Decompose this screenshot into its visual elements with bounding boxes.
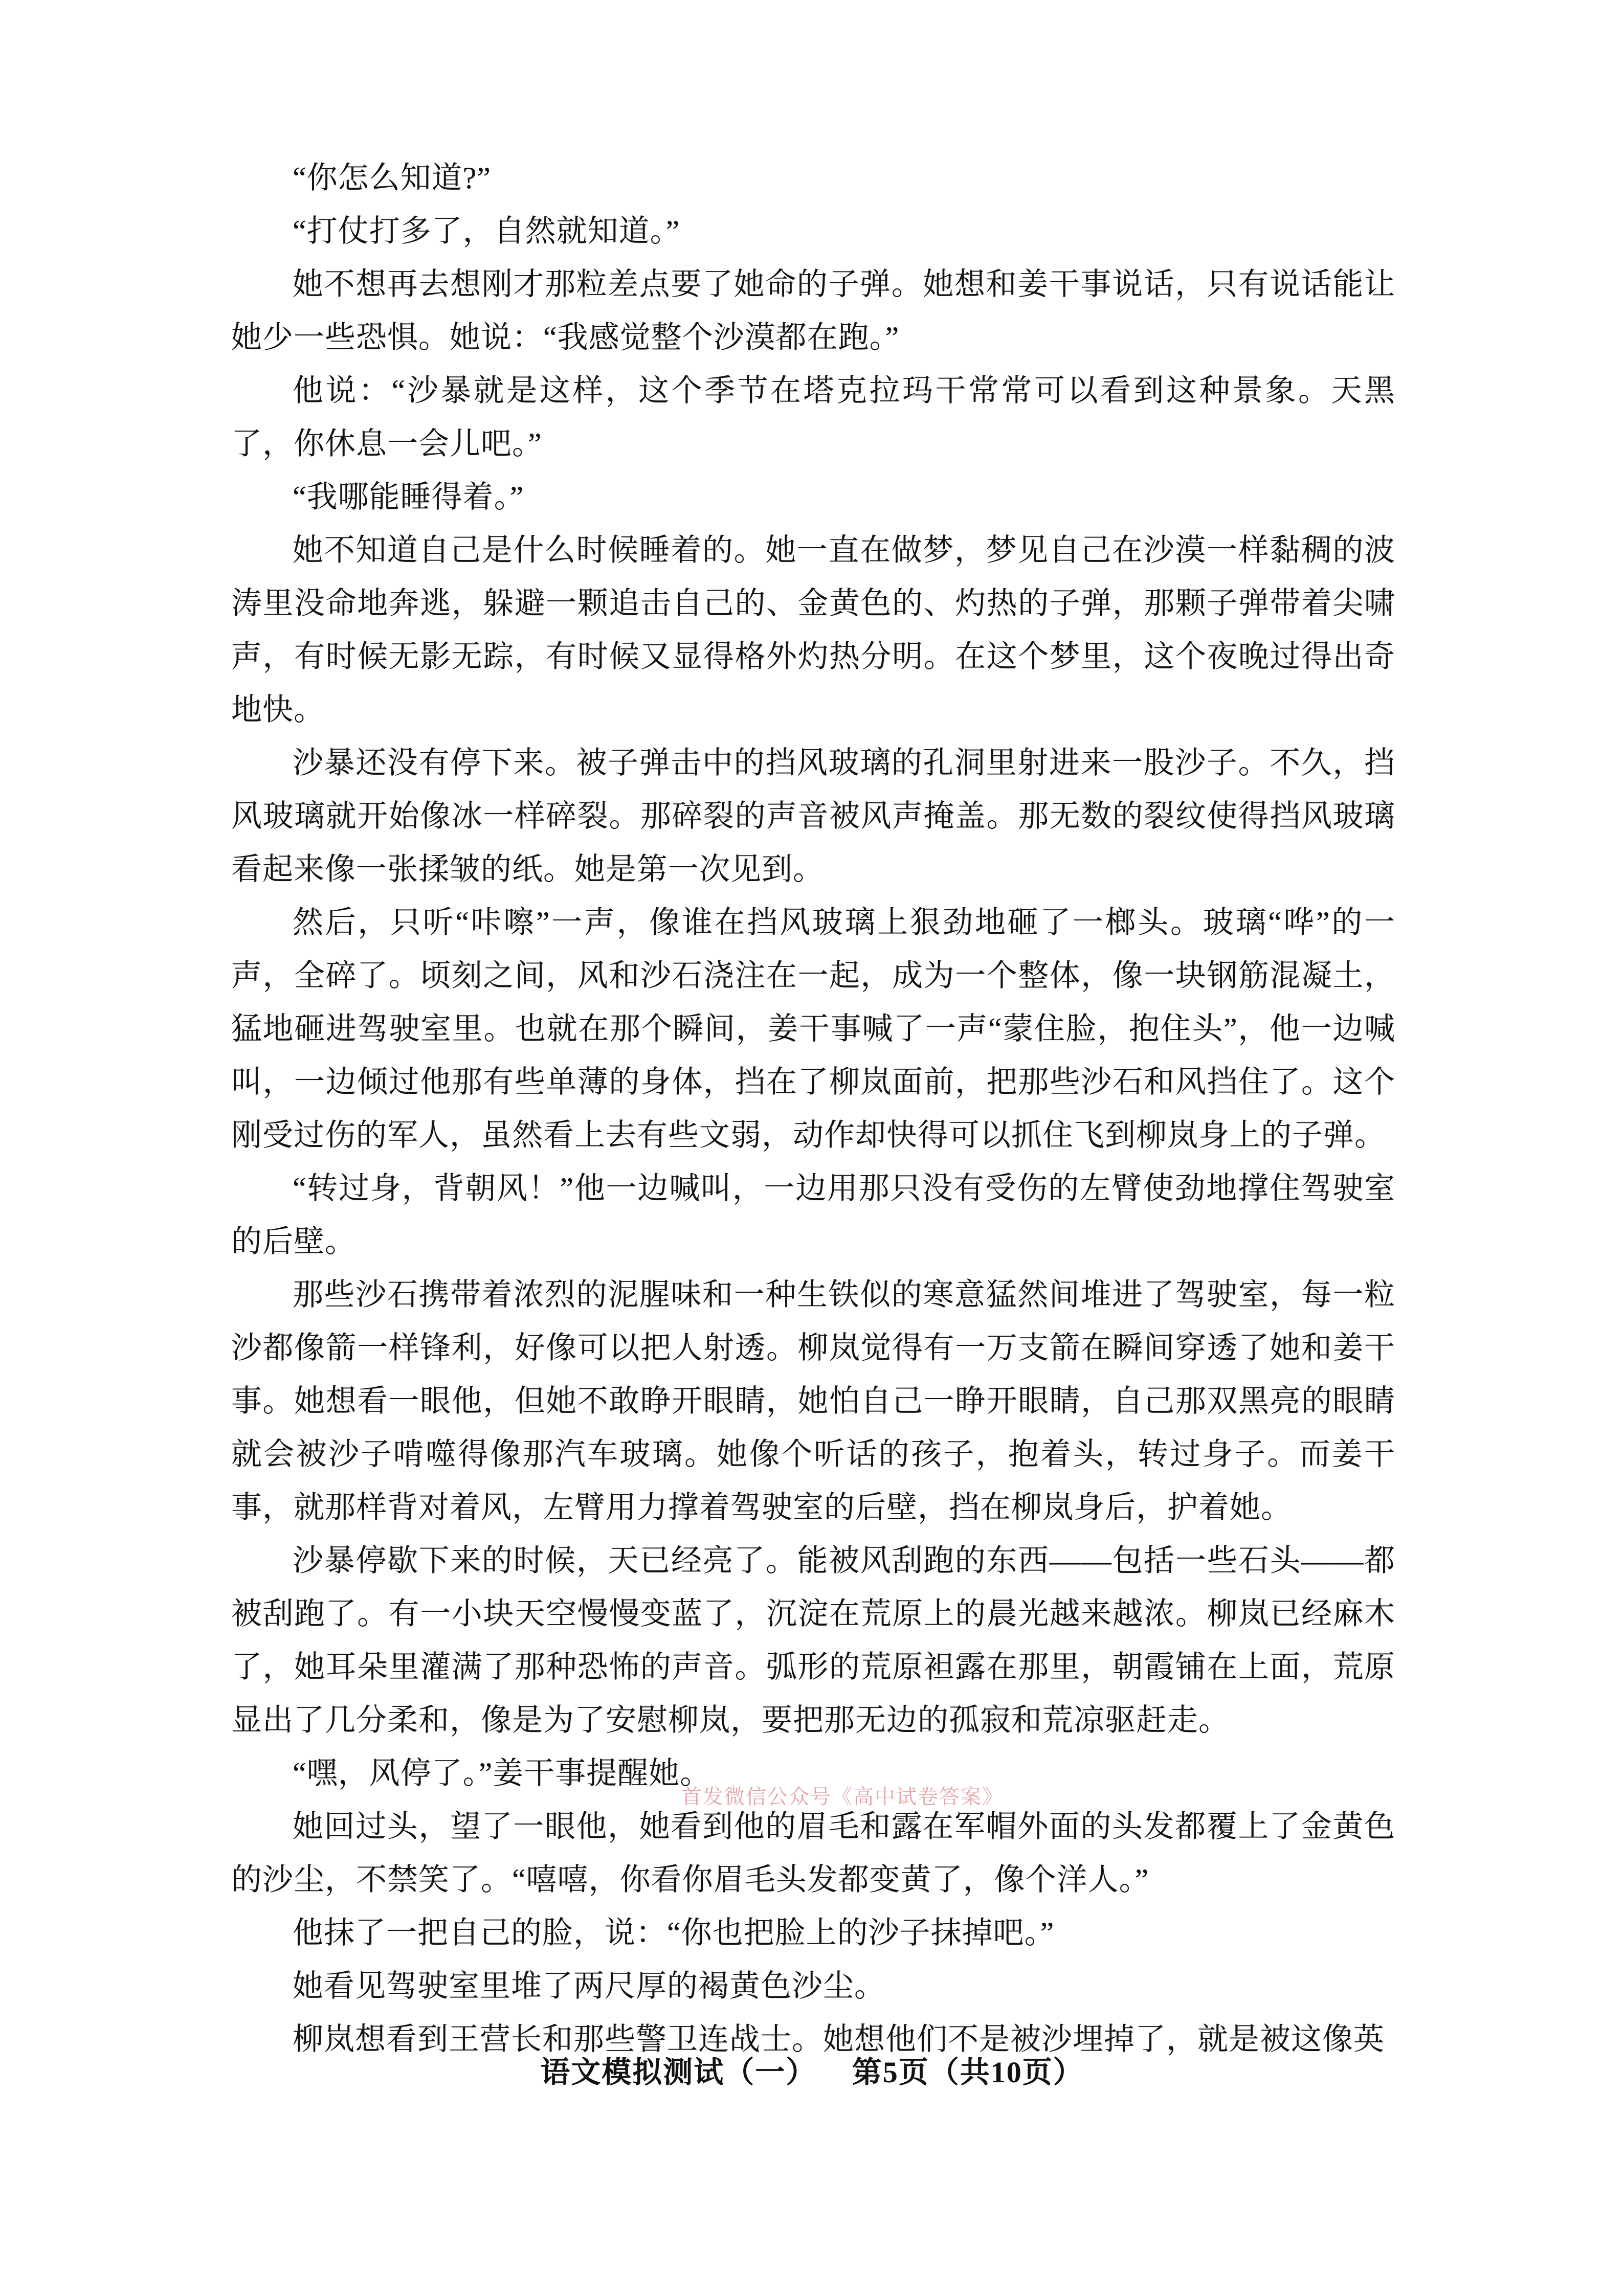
story-paragraph: 然后，只听“咔嚓”一声，像谁在挡风玻璃上狠劲地砸了一榔头。玻璃“哗”的一声，全碎了。顷刻之间，风和沙石浇注在一起，成为一个整体，像一块钢筋混凝土，猛地砸进驾驶室里。也就在那个瞬间，姜干事喊了一声“蒙住脸，抱住头”，他一边喊叫，一边倾过他那有些单薄的身体，挡在了柳岚面前，把那些沙石和风挡住了。这个刚受过伤的军人，虽然看上去有些文弱，动作却快得可以抓住飞到柳岚身上的子弹。 [231, 906, 1395, 1152]
story-paragraph: “转过身，背朝风！”他一边喊叫，一边用那只没有受伤的左臂使劲地撑住驾驶室的后壁。 [231, 1172, 1395, 1258]
story-paragraph: 他抹了一把自己的脸，说：“你也把脸上的沙子抹掉吧。” [293, 1916, 1055, 1950]
story-paragraph: “打仗打多了，自然就知道。” [293, 214, 680, 248]
footer-page-indicator: 第5页（共10页） [852, 2056, 1084, 2089]
story-paragraph: 她不知道自己是什么时候睡着的。她一直在做梦，梦见自己在沙漠一样黏稠的波涛里没命地奔逃，躲避一颗追击自己的、金黄色的、灼热的子弹，那颗子弹带着尖啸声，有时候无影无踪，有时候又显得格外灼热分明。在这个梦里，这个夜晚过得出奇地快。 [231, 533, 1395, 727]
story-paragraph: 她不想再去想刚才那粒差点要了她命的子弹。她想和姜干事说话，只有说话能让她少一些恐惧。她说：“我感觉整个沙漠都在跑。” [231, 267, 1395, 354]
story-paragraph: “嘿，风停了。”姜干事提醒她。 [293, 1757, 711, 1790]
red-watermark-text: 首发微信公众号《高中试卷答案》 [681, 1785, 1004, 1808]
story-paragraph: 她回过头，望了一眼他，她看到他的眉毛和露在军帽外面的头发都覆上了金黄色的沙尘，不禁笑了。“嘻嘻，你看你眉毛头发都变黄了，像个洋人。” [231, 1810, 1395, 1897]
page-footer [0, 2048, 1624, 2091]
story-paragraph: 那些沙石携带着浓烈的泥腥味和一种生铁似的寒意猛然间堆进了驾驶室，每一粒沙都像箭一样锋利，好像可以把人射透。柳岚觉得有一万支箭在瞬间穿透了她和姜干事。她想看一眼他，但她不敢睁开眼睛，她怕自己一睁开眼睛，自己那双黑亮的眼睛就会被沙子啃噬得像那汽车玻璃。她像个听话的孩子，抱着头，转过身子。而姜干事，就那样背对着风，左臂用力撑着驾驶室的后壁，挡在柳岚身后，护着她。 [231, 1278, 1395, 1524]
story-paragraph: “我哪能睡得着。” [293, 480, 524, 514]
story-paragraph: 她看见驾驶室里堆了两尺厚的褐黄色沙尘。 [293, 1969, 885, 2003]
story-paragraph: “你怎么知道?” [293, 161, 491, 195]
story-paragraph: 沙暴停歇下来的时候，天已经亮了。能被风刮跑的东西——包括一些石头——都被刮跑了。有一小块天空慢慢变蓝了，沉淀在荒原上的晨光越来越浓。柳岚已经麻木了，她耳朵里灌满了那种恐怖的声音。弧形的荒原袒露在那里，朝霞铺在上面，荒原显出了几分柔和，像是为了安慰柳岚，要把那无边的孤寂和荒凉驱赶走。 [231, 1544, 1395, 1737]
story-paragraph: 他说：“沙暴就是这样，这个季节在塔克拉玛干常常可以看到这种景象。天黑了，你休息一会儿吧。” [231, 374, 1395, 461]
story-text [231, 151, 1395, 2066]
story-paragraph: 柳岚想看到王营长和那些警卫连战士。她想他们不是被沙埋掉了，就是被这像英 [293, 2022, 1385, 2056]
story-paragraph: 沙暴还没有停下来。被子弹击中的挡风玻璃的孔洞里射进来一股沙子。不久，挡风玻璃就开始像冰一样碎裂。那碎裂的声音被风声掩盖。那无数的裂纹使得挡风玻璃看起来像一张揉皱的纸。她是第一次见到。 [231, 746, 1395, 886]
footer-exam-title: 语文模拟测试（一） [540, 2056, 817, 2089]
